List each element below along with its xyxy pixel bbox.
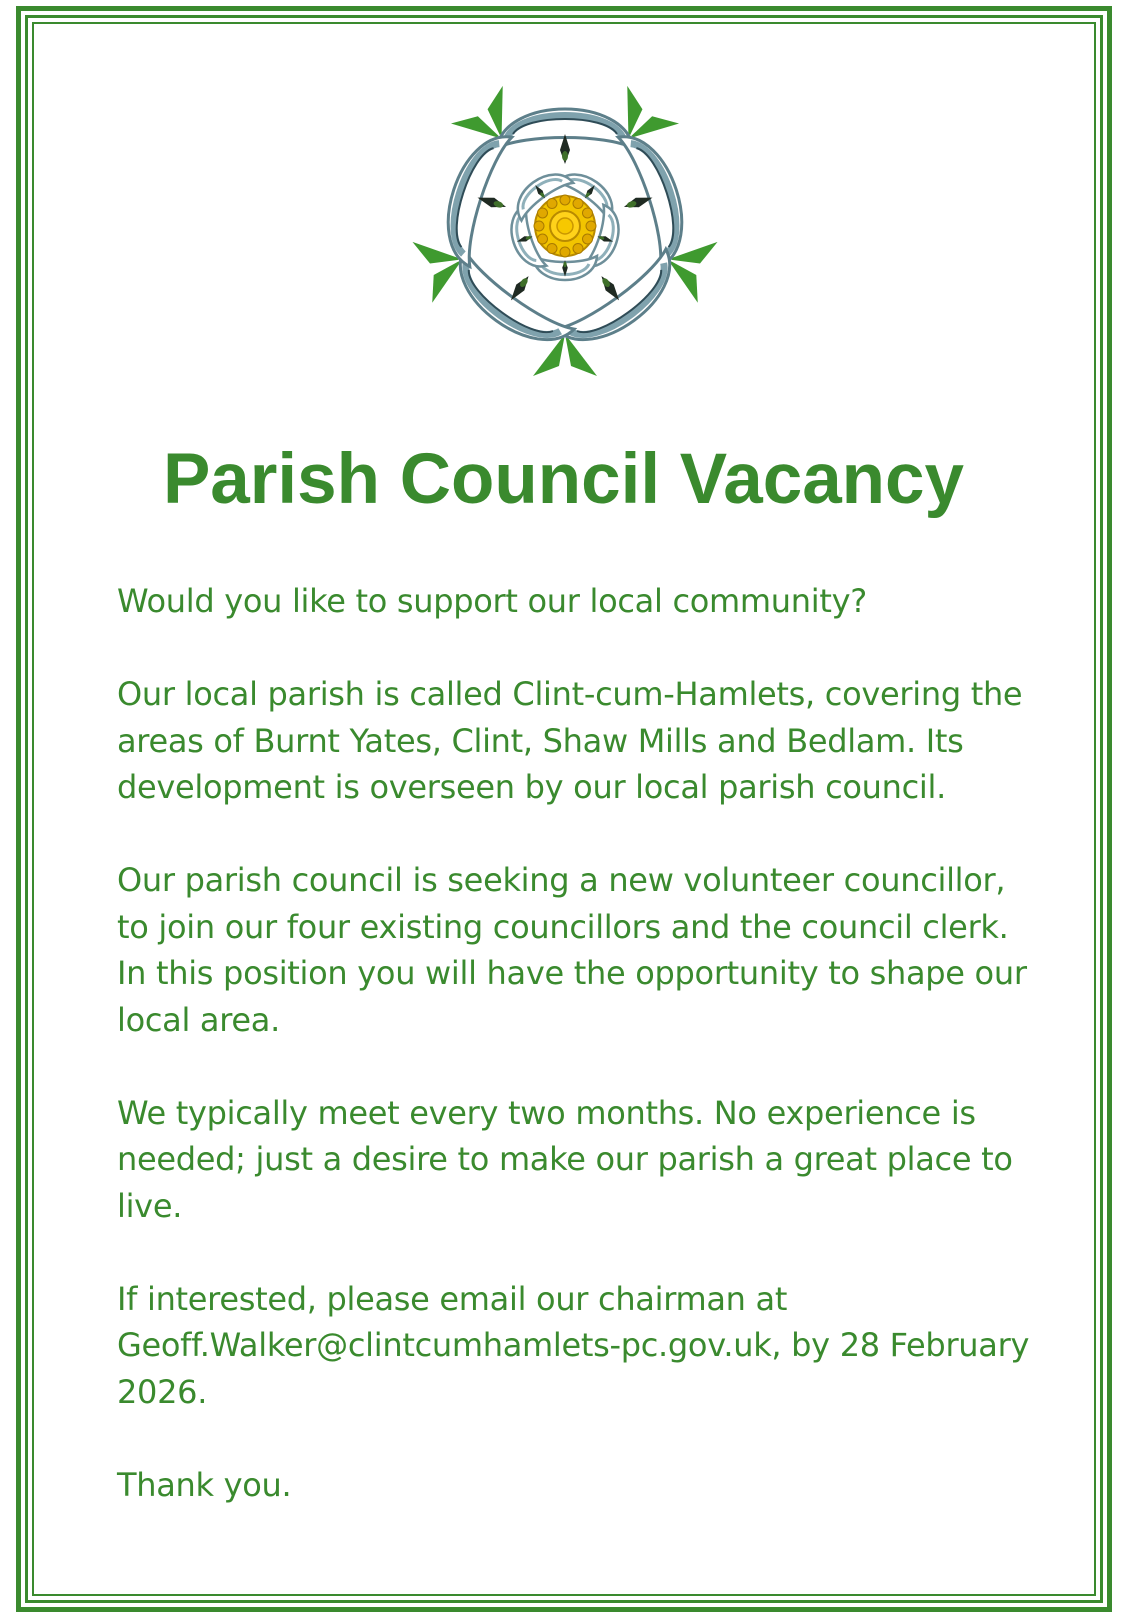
yorkshire-rose-icon bbox=[400, 66, 730, 386]
paragraph-parish-description: Our local parish is called Clint-cum-Hamlets, covering the areas of Burnt Yates, Clint, Shaw Mills and Bedlam. Its development is overseen by our local parish council. bbox=[117, 675, 1023, 806]
paragraph-contact: If interested, please email our chairman at Geoff.Walker@clintcumhamlets-pc.gov.uk, by 28 February 2026. bbox=[117, 1279, 1030, 1411]
paragraph-commitment: We typically meet every two months. No experience is needed; just a desire to make our parish a great place to live. bbox=[117, 1093, 1013, 1225]
paragraph-vacancy: Our parish council is seeking a new volunteer councillor, to join our four existing councillors and the council clerk. In this position you will have the opportunity to shape our local area. bbox=[117, 861, 1027, 1039]
paragraph-thanks: Thank you. bbox=[117, 1465, 292, 1504]
paragraph-question: Would you like to support our local community? bbox=[117, 582, 867, 620]
notice-body bbox=[117, 578, 1037, 1555]
page-title: Parish Council Vacancy bbox=[162, 440, 965, 519]
